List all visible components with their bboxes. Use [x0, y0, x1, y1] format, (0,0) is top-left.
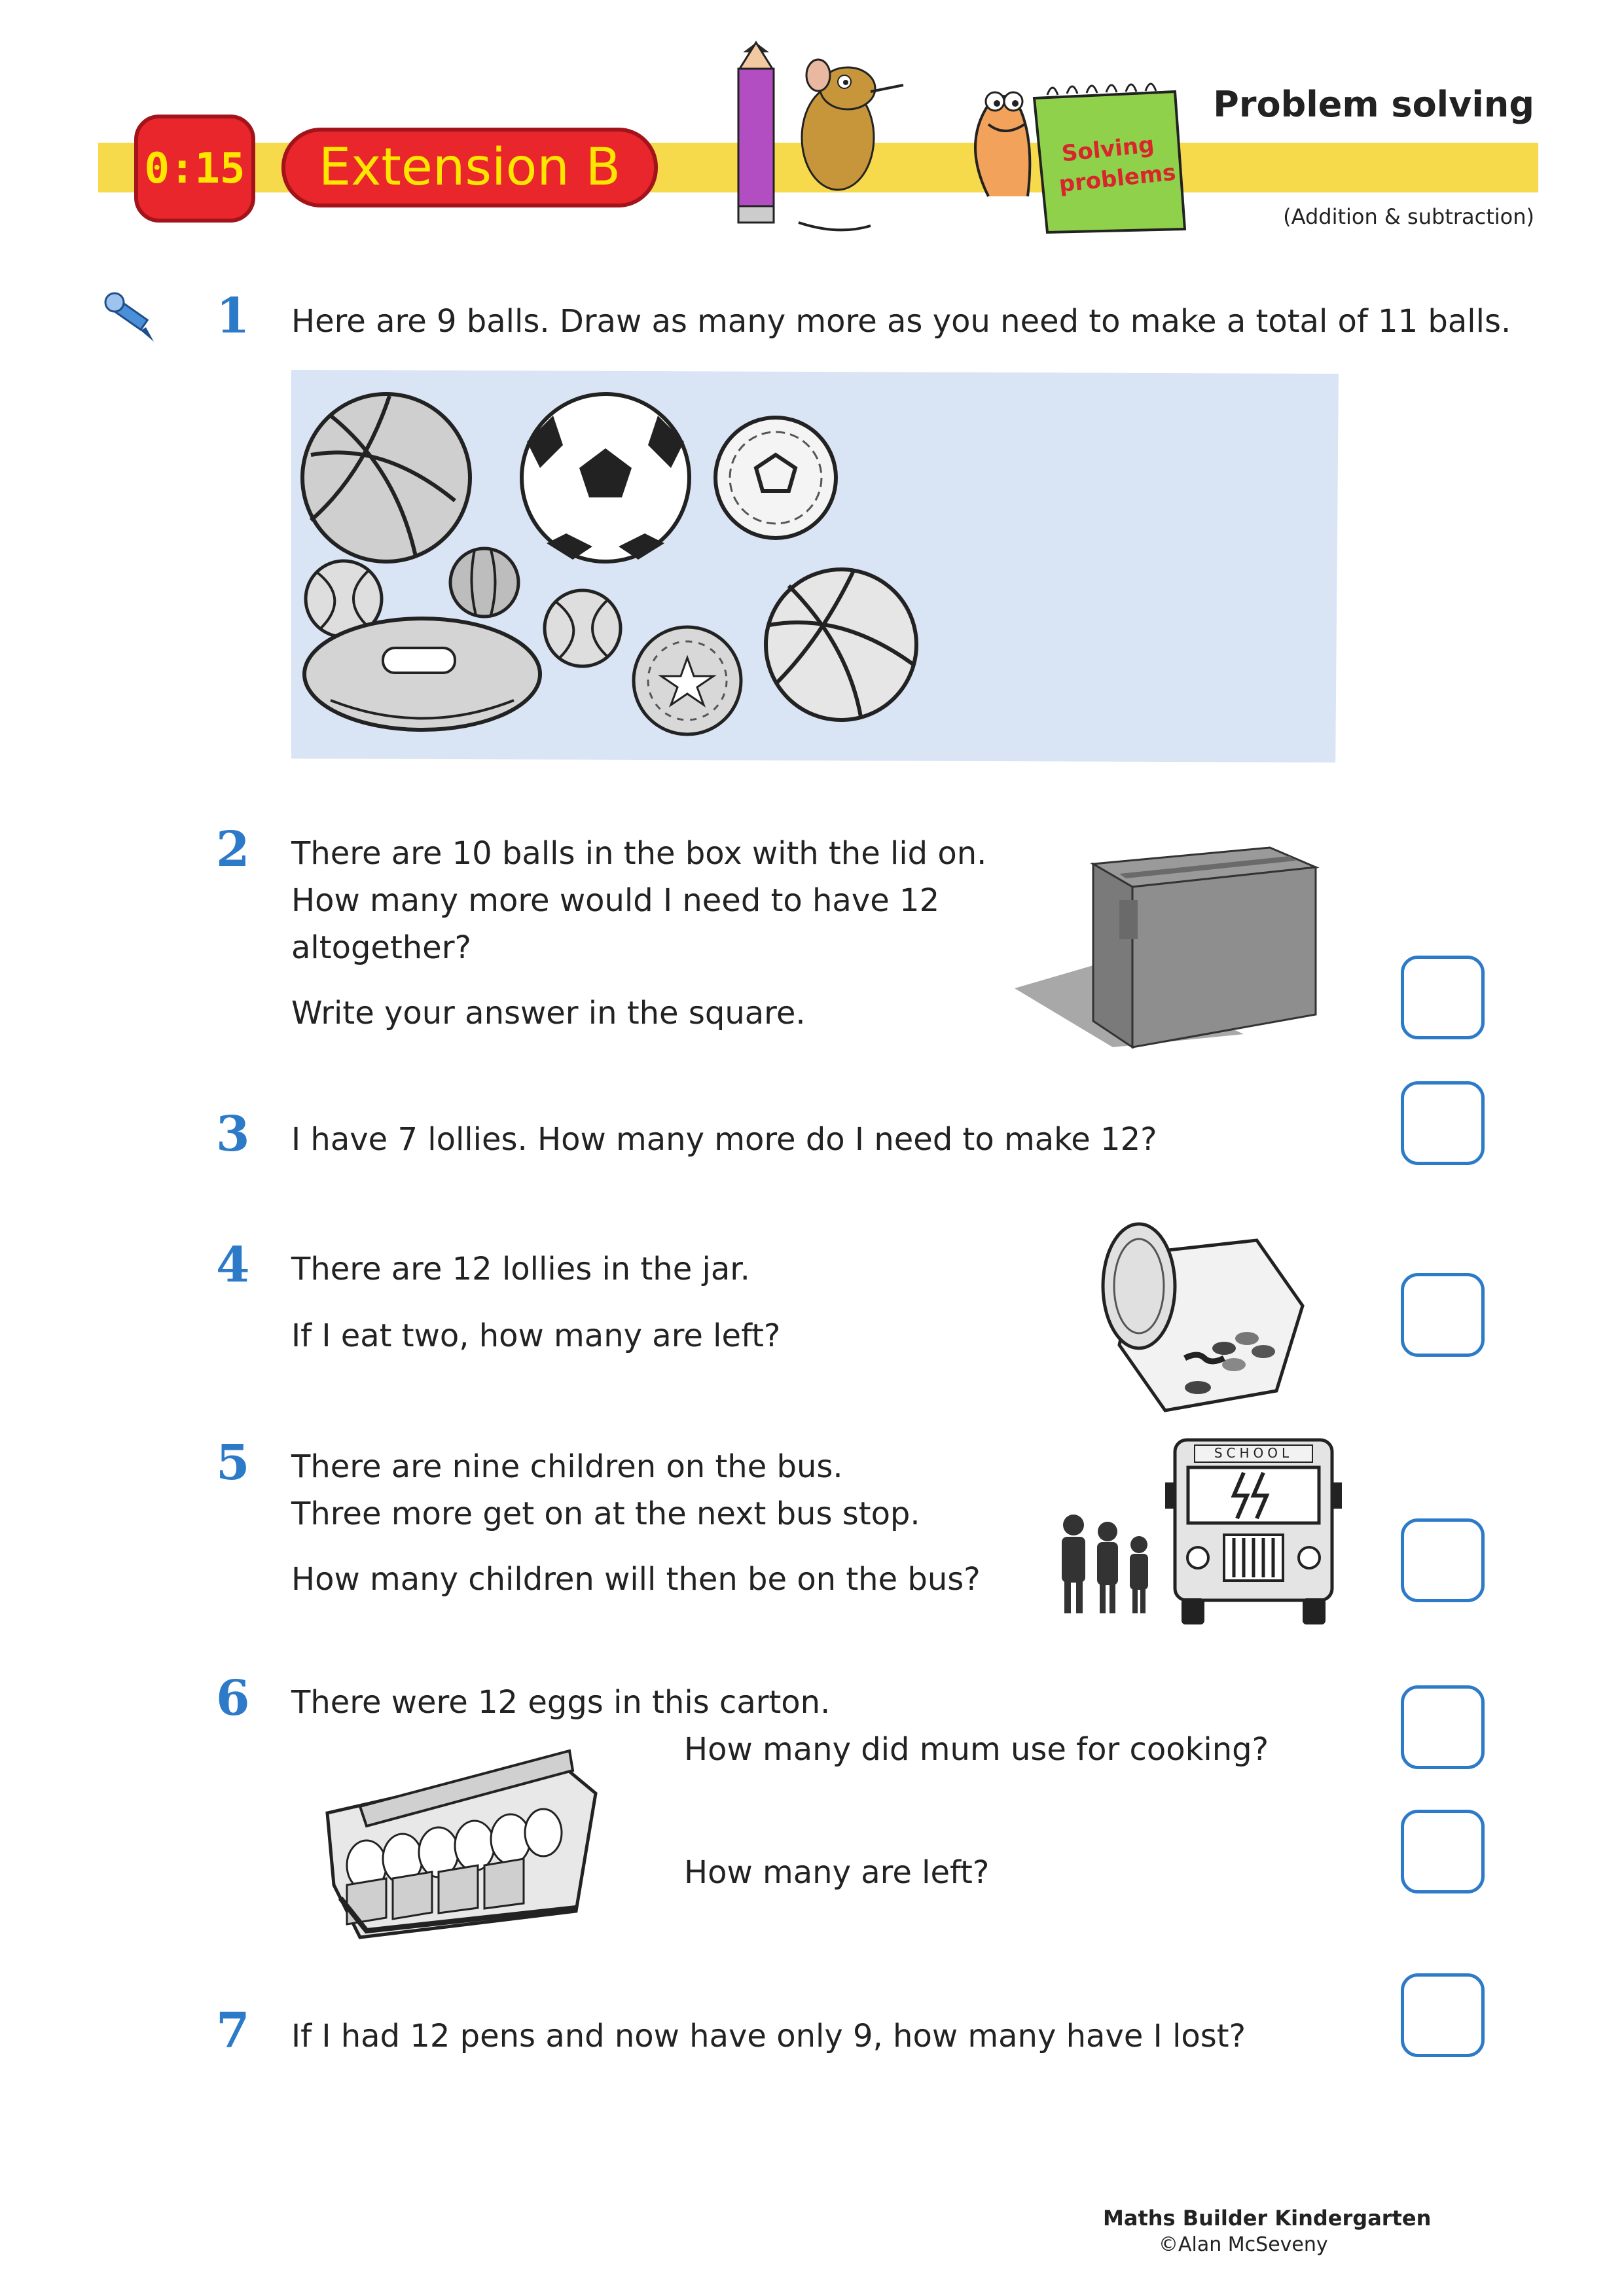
closed-box-icon — [1015, 838, 1342, 1054]
question-number: 6 — [216, 1670, 250, 1727]
question-text: Here are 9 balls. Draw as many more as you need to make a total of 11 balls. — [291, 303, 1511, 340]
pencil-mouse-mascot — [707, 39, 923, 242]
tennis-ball-icon — [545, 590, 621, 666]
question-text: How many are left? — [684, 1854, 990, 1891]
answer-box-q6a[interactable] — [1401, 1685, 1485, 1769]
bus-sign: SCHOOL — [1214, 1445, 1293, 1461]
egg-carton-icon — [321, 1734, 609, 1947]
topic-heading: Problem solving — [1213, 84, 1534, 125]
footer-copyright: ©Alan McSeveny — [1159, 2233, 1328, 2256]
star-ball-icon — [634, 627, 741, 734]
question-text: There were 12 eggs in this carton. — [291, 1684, 831, 1721]
question-number: 2 — [216, 821, 250, 878]
writing-pencil-icon — [95, 288, 160, 347]
question-number: 5 — [216, 1435, 250, 1491]
question-number: 4 — [216, 1237, 250, 1293]
question-number: 1 — [216, 288, 250, 344]
balls-illustration — [291, 370, 1339, 762]
volleyball-icon — [766, 569, 916, 720]
answer-box-q5[interactable] — [1401, 1518, 1485, 1602]
answer-box-q2[interactable] — [1401, 956, 1485, 1039]
answer-box-q6b[interactable] — [1401, 1810, 1485, 1893]
notepad-label: Solving problems — [1057, 131, 1178, 198]
volleyball-icon — [302, 394, 470, 562]
lolly-jar-icon — [1093, 1214, 1316, 1417]
answer-box-q4[interactable] — [1401, 1273, 1485, 1357]
question-text: How many did mum use for cooking? — [684, 1731, 1269, 1768]
footer-book-title: Maths Builder Kindergarten — [1103, 2206, 1432, 2231]
question-text: There are 12 lollies in the jar. If I eat two, how many are left? — [291, 1251, 781, 1354]
page-title: Extension B — [281, 128, 658, 207]
question-text: I have 7 lollies. How many more do I need to make 12? — [291, 1121, 1157, 1158]
cricket-ball-icon — [450, 548, 518, 617]
timer-badge: 0:15 — [134, 115, 255, 223]
question-text: There are 10 balls in the box with the lid on. How many more would I need to have 12 altogether? Write your answer in the square. — [291, 835, 987, 1031]
question-text: There are nine children on the bus. Three more get on at the next bus stop. How many children will then be on the bus? — [291, 1448, 981, 1598]
question-number: 7 — [216, 2003, 250, 2059]
rugby-ball-icon — [304, 619, 540, 730]
question-number: 3 — [216, 1106, 250, 1162]
soccer-ball-icon — [522, 394, 689, 562]
answer-box-q7[interactable] — [1401, 1973, 1485, 2057]
question-text: If I had 12 pens and now have only 9, how many have I lost? — [291, 2018, 1246, 2054]
patterned-ball-icon — [715, 418, 836, 538]
topic-subheading: (Addition & subtraction) — [1283, 204, 1534, 229]
answer-box-q3[interactable] — [1401, 1081, 1485, 1165]
